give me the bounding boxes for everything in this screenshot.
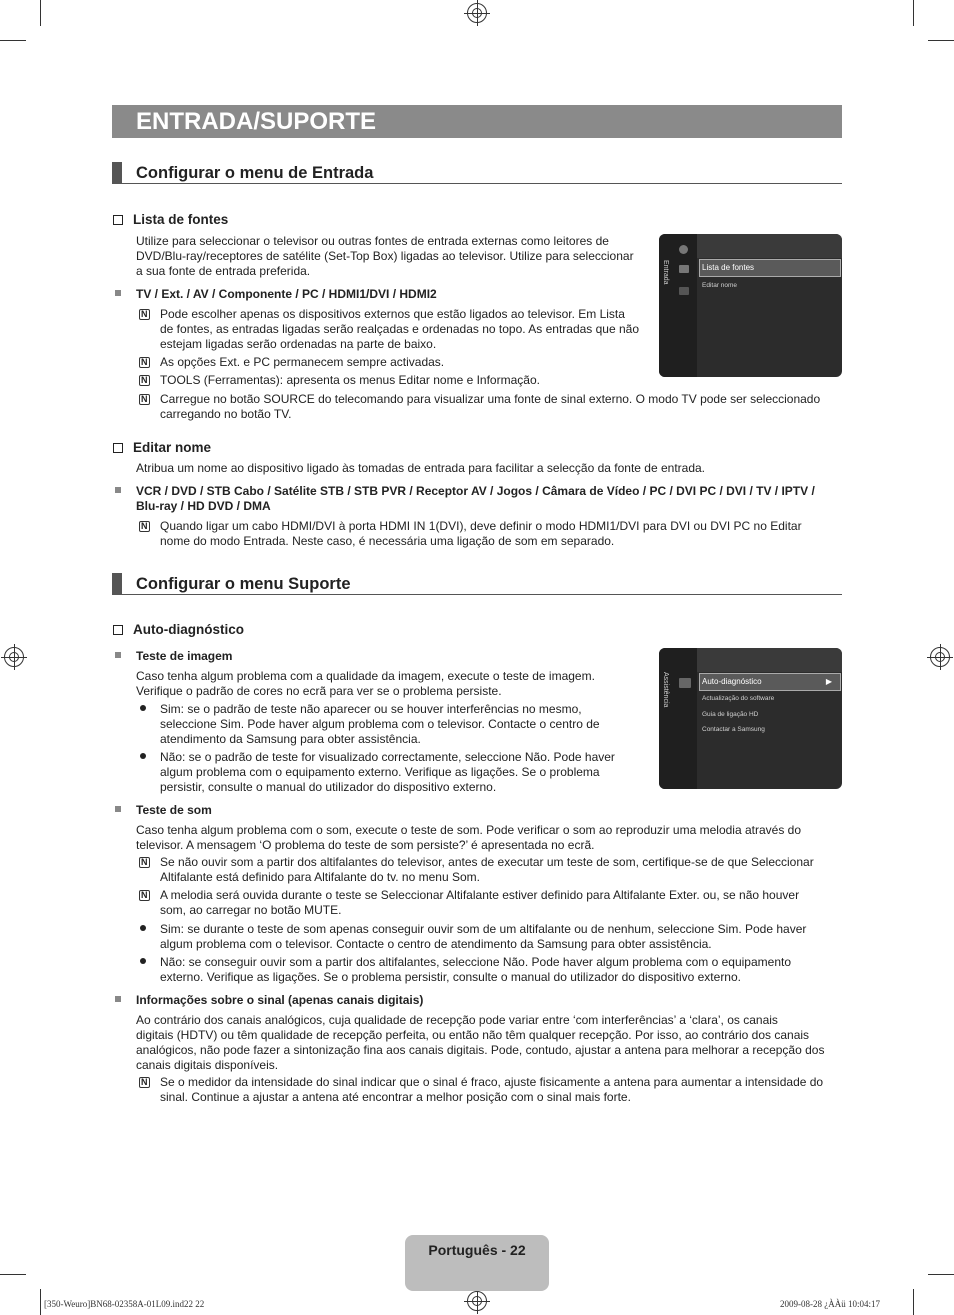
note-icon — [139, 890, 150, 901]
text-line: Utilize para seleccionar o televisor ou outras fontes de entrada externas como leitores de — [136, 234, 609, 248]
sinal-note — [160, 1075, 840, 1105]
registration-mark-icon — [930, 647, 950, 667]
print-date: 2009-08-28 ¿ÀÀü 10:04:17 — [780, 1299, 880, 1309]
crop-mark — [0, 1274, 26, 1275]
note-icon — [139, 394, 150, 405]
section-title: Configurar o menu Suporte — [136, 575, 351, 593]
text-line: Caso tenha algum problema com o som, execute o teste de som. Pode verificar o som ao reproduzir uma melodia através do — [136, 823, 801, 837]
page-number: Português - 22 — [428, 1242, 526, 1258]
registration-mark-icon — [467, 1291, 487, 1311]
osd-item-lista-de-fontes[interactable]: Lista de fontes — [699, 259, 841, 277]
text-line: canais digitais disponíveis. — [136, 1058, 279, 1072]
text-line: externo. Verifique as ligações. Se o problema persistir, consulte o manual do utilizador do dispositivo externo. — [160, 970, 741, 984]
bullet-icon — [140, 925, 146, 931]
square-bullet-icon — [115, 996, 121, 1002]
osd-item-auto-diagnostico[interactable] — [699, 673, 841, 691]
section-title: Configurar o menu de Entrada — [136, 164, 374, 182]
bullet-icon — [140, 705, 146, 711]
square-bullet-icon — [115, 652, 121, 658]
osd-item-label: Auto-diagnóstico — [702, 677, 762, 686]
bullet-icon — [140, 753, 146, 759]
subsection-title: Lista de fontes — [133, 212, 229, 227]
text-line: de fontes, as entradas ligadas serão realçadas e ordenadas no topo. As entradas que não — [160, 322, 640, 336]
help-icon — [679, 678, 691, 688]
text-line: som, ao carregar no botão MUTE. — [160, 903, 342, 917]
note-icon — [139, 357, 150, 368]
gear-icon — [679, 245, 688, 254]
imagem-nao — [160, 750, 640, 795]
text-line: Altifalante está definido para Altifalante do tv. no menu Som. — [160, 870, 480, 884]
crop-mark — [913, 1289, 914, 1315]
print-file-name: [350-Weuro]BN68-02358A-01L09.ind22 22 — [44, 1299, 205, 1309]
text-line: carregando no botão TV. — [160, 407, 292, 421]
text-line: Sim: se durante o teste de som apenas conseguir ouvir som de um altifalante ou de nenhum, seleccione Sim. Pode haver — [160, 922, 807, 936]
note-icon — [139, 309, 150, 320]
sinal-intro — [136, 1013, 836, 1073]
lista-note-4 — [160, 392, 840, 422]
checkbox-icon — [113, 625, 123, 635]
square-bullet-icon — [115, 487, 121, 493]
som-intro — [136, 823, 836, 853]
device-list — [136, 484, 836, 514]
text-line: Blu-ray / HD DVD / DMA — [136, 499, 271, 513]
imagem-intro — [136, 669, 636, 699]
osd-top-bar — [697, 648, 842, 672]
som-note-2 — [160, 888, 840, 918]
crop-mark — [913, 0, 914, 26]
osd-menu-suporte — [659, 648, 842, 789]
text-line: Se não ouvir som a partir dos altifalantes do televisor, antes de executar um teste de som, certifique-se de que Seleccionar — [160, 855, 814, 869]
text-line: algum problema com o televisor. Contacte o centro de atendimento da Samsung para obter assistência. — [160, 937, 712, 951]
text-line: persistir, consulte o manual do utilizador do dispositivo externo. — [160, 780, 497, 794]
osd-side-label: Entrada — [662, 260, 669, 285]
text-line: sinal. Continue a ajustar a antena até encontrar a melhor posição com o sinal mais forte. — [160, 1090, 631, 1104]
osd-sidebar — [659, 234, 697, 377]
text-line: digitais (HDTV) ou têm qualidade de recepção perfeita, ou então não têm qualquer recepção. Por isso, ao contrário dos canais — [136, 1028, 810, 1042]
section-header-entrada — [112, 162, 842, 184]
osd-item-guia-hd[interactable]: Guia de ligação HD — [702, 711, 759, 718]
osd-menu-entrada — [659, 234, 842, 377]
teste-de-imagem-title: Teste de imagem — [136, 649, 233, 663]
text-line: Ao contrário dos canais analógicos, cuja qualidade de recepção pode variar entre ‘com interferências’ a ‘clara’, os canais — [136, 1013, 778, 1027]
text-line: A melodia será ouvida durante o teste se Seleccionar Altifalante estiver definido para Altifalante Exter. ou, se não houver — [160, 888, 800, 902]
crop-mark — [40, 1289, 41, 1315]
square-bullet-icon — [115, 290, 121, 296]
section-marker — [112, 573, 122, 594]
checkbox-icon — [113, 215, 123, 225]
registration-mark-icon — [467, 3, 487, 23]
lista-note-3: TOOLS (Ferramentas): apresenta os menus Editar nome e Informação. — [160, 373, 540, 387]
text-line: Se o medidor da intensidade do sinal indicar que o sinal é fraco, ajuste fisicamente a antena para aumentar a intensidade do — [160, 1075, 824, 1089]
text-line: VCR / DVD / STB Cabo / Satélite STB / STB PVR / Receptor AV / Jogos / Câmara de Vídeo / PC / DVI PC / DVI / TV / IPTV / — [136, 484, 815, 498]
osd-item-contactar[interactable]: Contactar a Samsung — [702, 726, 765, 733]
osd-sidebar — [659, 648, 697, 789]
section-header-suporte — [112, 573, 842, 595]
text-line: Não: se conseguir ouvir som a partir dos altifalantes, seleccione Não. Pode haver algum problema com o equipamento — [160, 955, 792, 969]
osd-side-label: Assistência — [662, 672, 669, 708]
text-line: atendimento da Samsung para obter assistência. — [160, 732, 421, 746]
registration-mark-icon — [4, 647, 24, 667]
teste-de-som-title: Teste de som — [136, 803, 212, 817]
som-nao — [160, 955, 840, 985]
lista-intro — [136, 234, 646, 279]
note-icon — [139, 375, 150, 386]
imagem-sim — [160, 702, 640, 747]
subsection-title: Auto-diagnóstico — [133, 622, 244, 637]
lista-note-1 — [160, 307, 645, 352]
osd-item-actualizacao[interactable]: Actualização do software — [702, 695, 775, 702]
title-banner — [112, 105, 842, 138]
crop-mark — [928, 1274, 954, 1275]
page-number-tab — [405, 1235, 549, 1291]
subsection-auto-diagnostico — [113, 622, 244, 638]
text-line: a sua fonte de entrada preferida. — [136, 264, 311, 278]
text-line: Quando ligar um cabo HDMI/DVI à porta HDMI IN 1(DVI), deve definir o modo HDMI1/DVI para DVI ou DVI PC no Editar — [160, 519, 802, 533]
text-line: Sim: se o padrão de teste não aparecer ou se houver interferências no mesmo, — [160, 702, 582, 716]
som-sim — [160, 922, 840, 952]
text-line: nome do modo Entrada. Neste caso, é necessária uma ligação de som em separado. — [160, 534, 615, 548]
note-icon — [139, 857, 150, 868]
note-icon — [139, 1077, 150, 1088]
text-line: analógicos, não pode fazer a sintonização fina aos canais digitais. Pode, contudo, ajustar a antena para melhorar a recepção dos — [136, 1043, 825, 1057]
text-line: Carregue no botão SOURCE do telecomando para visualizar uma fonte de sinal externo. O modo TV pode ser seleccionado — [160, 392, 821, 406]
subsection-lista-de-fontes — [113, 212, 228, 228]
crop-mark — [0, 40, 26, 41]
page-title: ENTRADA/SUPORTE — [136, 108, 377, 135]
section-marker — [112, 162, 122, 183]
som-note-1 — [160, 855, 840, 885]
note-icon — [139, 521, 150, 532]
editar-note — [160, 519, 840, 549]
text-line: algum problema com o equipamento externo. Verifique as ligações. Se o problema — [160, 765, 600, 779]
subsection-title: Editar nome — [133, 440, 212, 455]
text-line: Verifique o padrão de cores no ecrã para ver se o problema persiste. — [136, 684, 502, 698]
text-line: Não: se o padrão de teste for visualizado correctamente, seleccione Não. Pode haver — [160, 750, 615, 764]
text-line: Pode escolher apenas os dispositivos externos que estão ligados ao televisor. Em Lista — [160, 307, 625, 321]
crop-mark — [928, 40, 954, 41]
subsection-editar-nome — [113, 440, 211, 456]
text-line: Caso tenha algum problema com a qualidade da imagem, execute o teste de imagem. — [136, 669, 595, 683]
text-line: televisor. A mensagem ‘O problema do teste de som persiste?’ é apresentada no ecrã. — [136, 838, 595, 852]
source-list: TV / Ext. / AV / Componente / PC / HDMI1/DVI / HDMI2 — [136, 287, 437, 301]
osd-top-bar — [697, 234, 842, 258]
text-line: seleccione Sim. Pode haver algum problema com o televisor. Contacte o centro de — [160, 717, 600, 731]
checkbox-icon — [113, 443, 123, 453]
square-bullet-icon — [115, 806, 121, 812]
text-line: DVD/Blu-ray/receptores de satélite (Set-Top Box) ligadas ao televisor. Utilize para seleccionar — [136, 249, 634, 263]
editar-intro: Atribua um nome ao dispositivo ligado às tomadas de entrada para facilitar a selecção da fonte de entrada. — [136, 461, 706, 475]
text-line: estejam ligadas serão ordenadas na parte de baixo. — [160, 337, 437, 351]
osd-item-editar-nome[interactable]: Editar nome — [702, 282, 738, 289]
support-icon — [679, 287, 689, 295]
crop-mark — [40, 0, 41, 26]
arrow-right-icon: ▶ — [825, 677, 832, 686]
sinal-title: Informações sobre o sinal (apenas canais digitais) — [136, 993, 424, 1007]
input-icon — [679, 265, 689, 273]
lista-note-2: As opções Ext. e PC permanecem sempre activadas. — [160, 355, 445, 369]
bullet-icon — [140, 958, 146, 964]
